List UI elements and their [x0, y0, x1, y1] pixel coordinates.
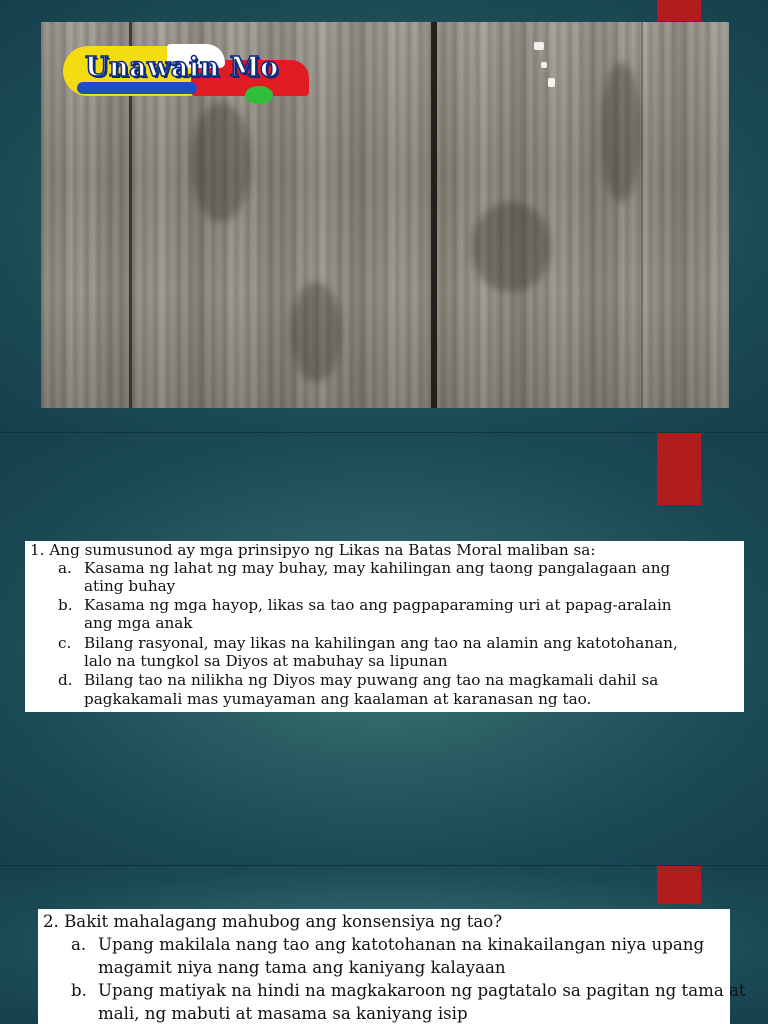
choice-text: Kasama ng mga hayop, likas sa tao ang pagpaparaming uri at papag-aralain [84, 596, 672, 614]
question-2-box [38, 909, 746, 1024]
choice-text: lalo na tungkol sa Diyos at mabuhay sa lipunan [84, 652, 448, 670]
choice-a-continuation [84, 578, 175, 596]
accent-tab [657, 433, 701, 505]
wood-texture-image [41, 22, 729, 408]
choice-text: Upang matiyak na hindi na magkakaroon ng pagtatalo sa pagitan ng tama at [98, 981, 746, 1000]
logo-text: Unawain Mo [85, 52, 279, 83]
wood-stain [601, 62, 641, 202]
paint-chip [548, 78, 555, 87]
accent-tab [657, 866, 701, 904]
unawain-mo-logo [63, 44, 313, 104]
choice-letter: b. [71, 981, 87, 1000]
choice-letter: c. [58, 634, 72, 652]
question-2-stem: 2. Bakit mahalagang mahubog ang konsensiya ng tao? [43, 912, 503, 931]
choice-text: Upang makilala nang tao ang katotohanan na kinakailangan niya upang [98, 935, 705, 954]
choice-text: mali, ng mabuti at masama sa kaniyang isip [98, 1004, 468, 1023]
choice-text: ating buhay [84, 577, 176, 595]
choice-a [71, 935, 704, 956]
choice-b-continuation [98, 1004, 468, 1024]
wood-stain [471, 202, 551, 292]
paint-chip [534, 42, 544, 50]
choice-a-continuation [98, 958, 506, 979]
paint-chip [541, 62, 547, 68]
wood-groove [431, 22, 437, 408]
choice-letter: b. [58, 596, 73, 614]
wood-stain [291, 282, 341, 382]
slide-thumbnail-2[interactable] [0, 433, 768, 865]
choice-a [58, 560, 670, 578]
wood-stain [191, 102, 251, 222]
choice-text: Kasama ng lahat ng may buhay, may kahilingan ang taong pangalagaan ang [84, 559, 671, 577]
choice-text: magamit niya nang tama ang kaniyang kalayaan [98, 958, 506, 977]
logo-green-dot [245, 86, 273, 104]
choice-text: Bilang rasyonal, may likas na kahilingan ang tao na alamin ang katotohanan, [84, 634, 678, 652]
question-1-box [25, 541, 744, 712]
choice-c-continuation [84, 653, 448, 671]
choice-b-continuation [84, 615, 193, 633]
logo-blue-shape [77, 82, 197, 94]
choice-letter: a. [71, 935, 87, 954]
choice-text: pagkakamali mas yumayaman ang kaalaman at karanasan ng tao. [84, 690, 592, 708]
choice-text: ang mga anak [84, 614, 193, 632]
choice-text: Bilang tao na nilikha ng Diyos may puwang ang tao na magkamali dahil sa [84, 671, 659, 689]
wood-groove [641, 22, 643, 408]
slide-thumbnail-3[interactable] [0, 866, 768, 1024]
slide-thumbnail-1[interactable] [0, 0, 768, 432]
choice-d [58, 672, 658, 690]
choice-letter: d. [58, 671, 73, 689]
choice-b [71, 981, 746, 1002]
question-1-stem: 1. Ang sumusunod ay mga prinsipyo ng Likas na Batas Moral maliban sa: [30, 541, 596, 559]
choice-d-continuation [84, 691, 591, 709]
accent-tab [657, 0, 701, 21]
choice-letter: a. [58, 559, 72, 577]
choice-b [58, 597, 672, 615]
choice-c [58, 635, 678, 653]
